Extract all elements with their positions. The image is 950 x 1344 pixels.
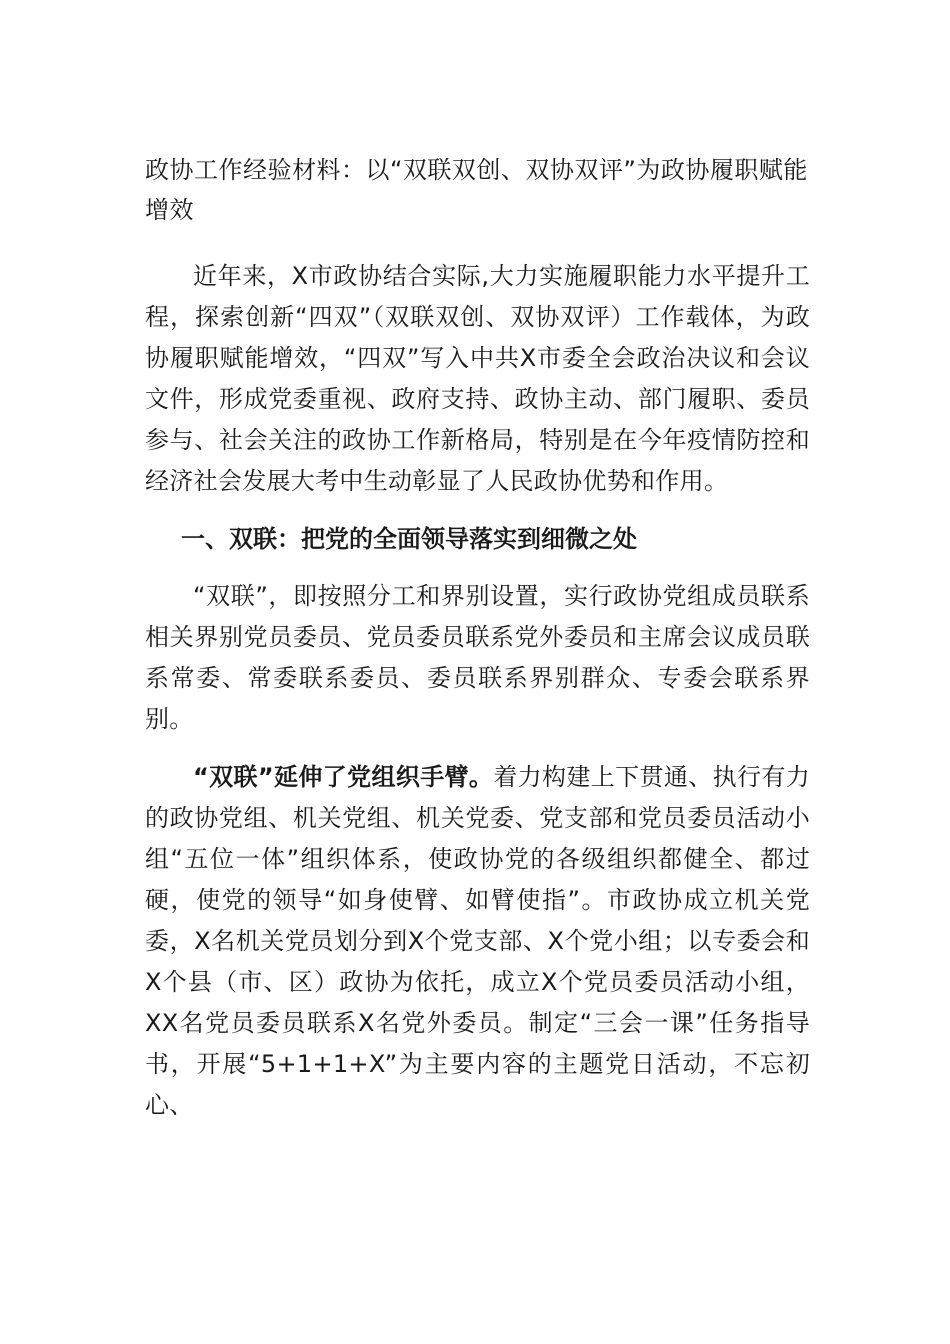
intro-paragraph: 近年来，X市政协结合实际,大力实施履职能力水平提升工程，探索创新“四双”（双联双创、双协双评）工作载体，为政协履职赋能增效，“四双”写入中共X市委全会政治决议和会议文件，形成党委重视、政府支持、政协主动、部门履职、委员参与、社会关注的政协工作新格局，特别是在今年疫情防控和经济社会发展大考中生动彰显了人民政协优势和作用。 <box>145 262 810 495</box>
document-title: 政协工作经验材料：以“双联双创、双协双评”为政协履职赋能增效 <box>145 156 808 224</box>
paragraph-lead-text: “双联”延伸了党组织手臂。 <box>193 763 494 791</box>
section-paragraph-definition: “双联”，即按照分工和界别设置，实行政协党组成员联系相关界别党员委员、党员委员联系党外委员和主席会议成员联系常委、常委联系委员、委员联系界别群众、专委会联系界别。 <box>145 582 810 733</box>
document-page <box>145 150 810 1126</box>
paragraph-body-text: 着力构建上下贯通、执行有力的政协党组、机关党组、机关党委、党支部和党员委员活动小组“五位一体”组织体系，使政协党的各级组织都健全、都过硬，使党的领导“如身使臂、如臂使指”。市政协成立机关党委，X名机关党员划分到X个党支部、X个党小组；以专委会和X个县（市、区）政协为依托，成立X个党员委员活动小组，XX名党员委员联系X名党外委员。制定“三会一课”任务指导书，开展“5+1+1+X”为主要内容的主题党日活动，不忘初心、 <box>145 763 810 1119</box>
section-heading: 一、双联：把党的全面领导落实到细微之处 <box>181 525 637 553</box>
section-paragraph-detail <box>145 757 810 1126</box>
